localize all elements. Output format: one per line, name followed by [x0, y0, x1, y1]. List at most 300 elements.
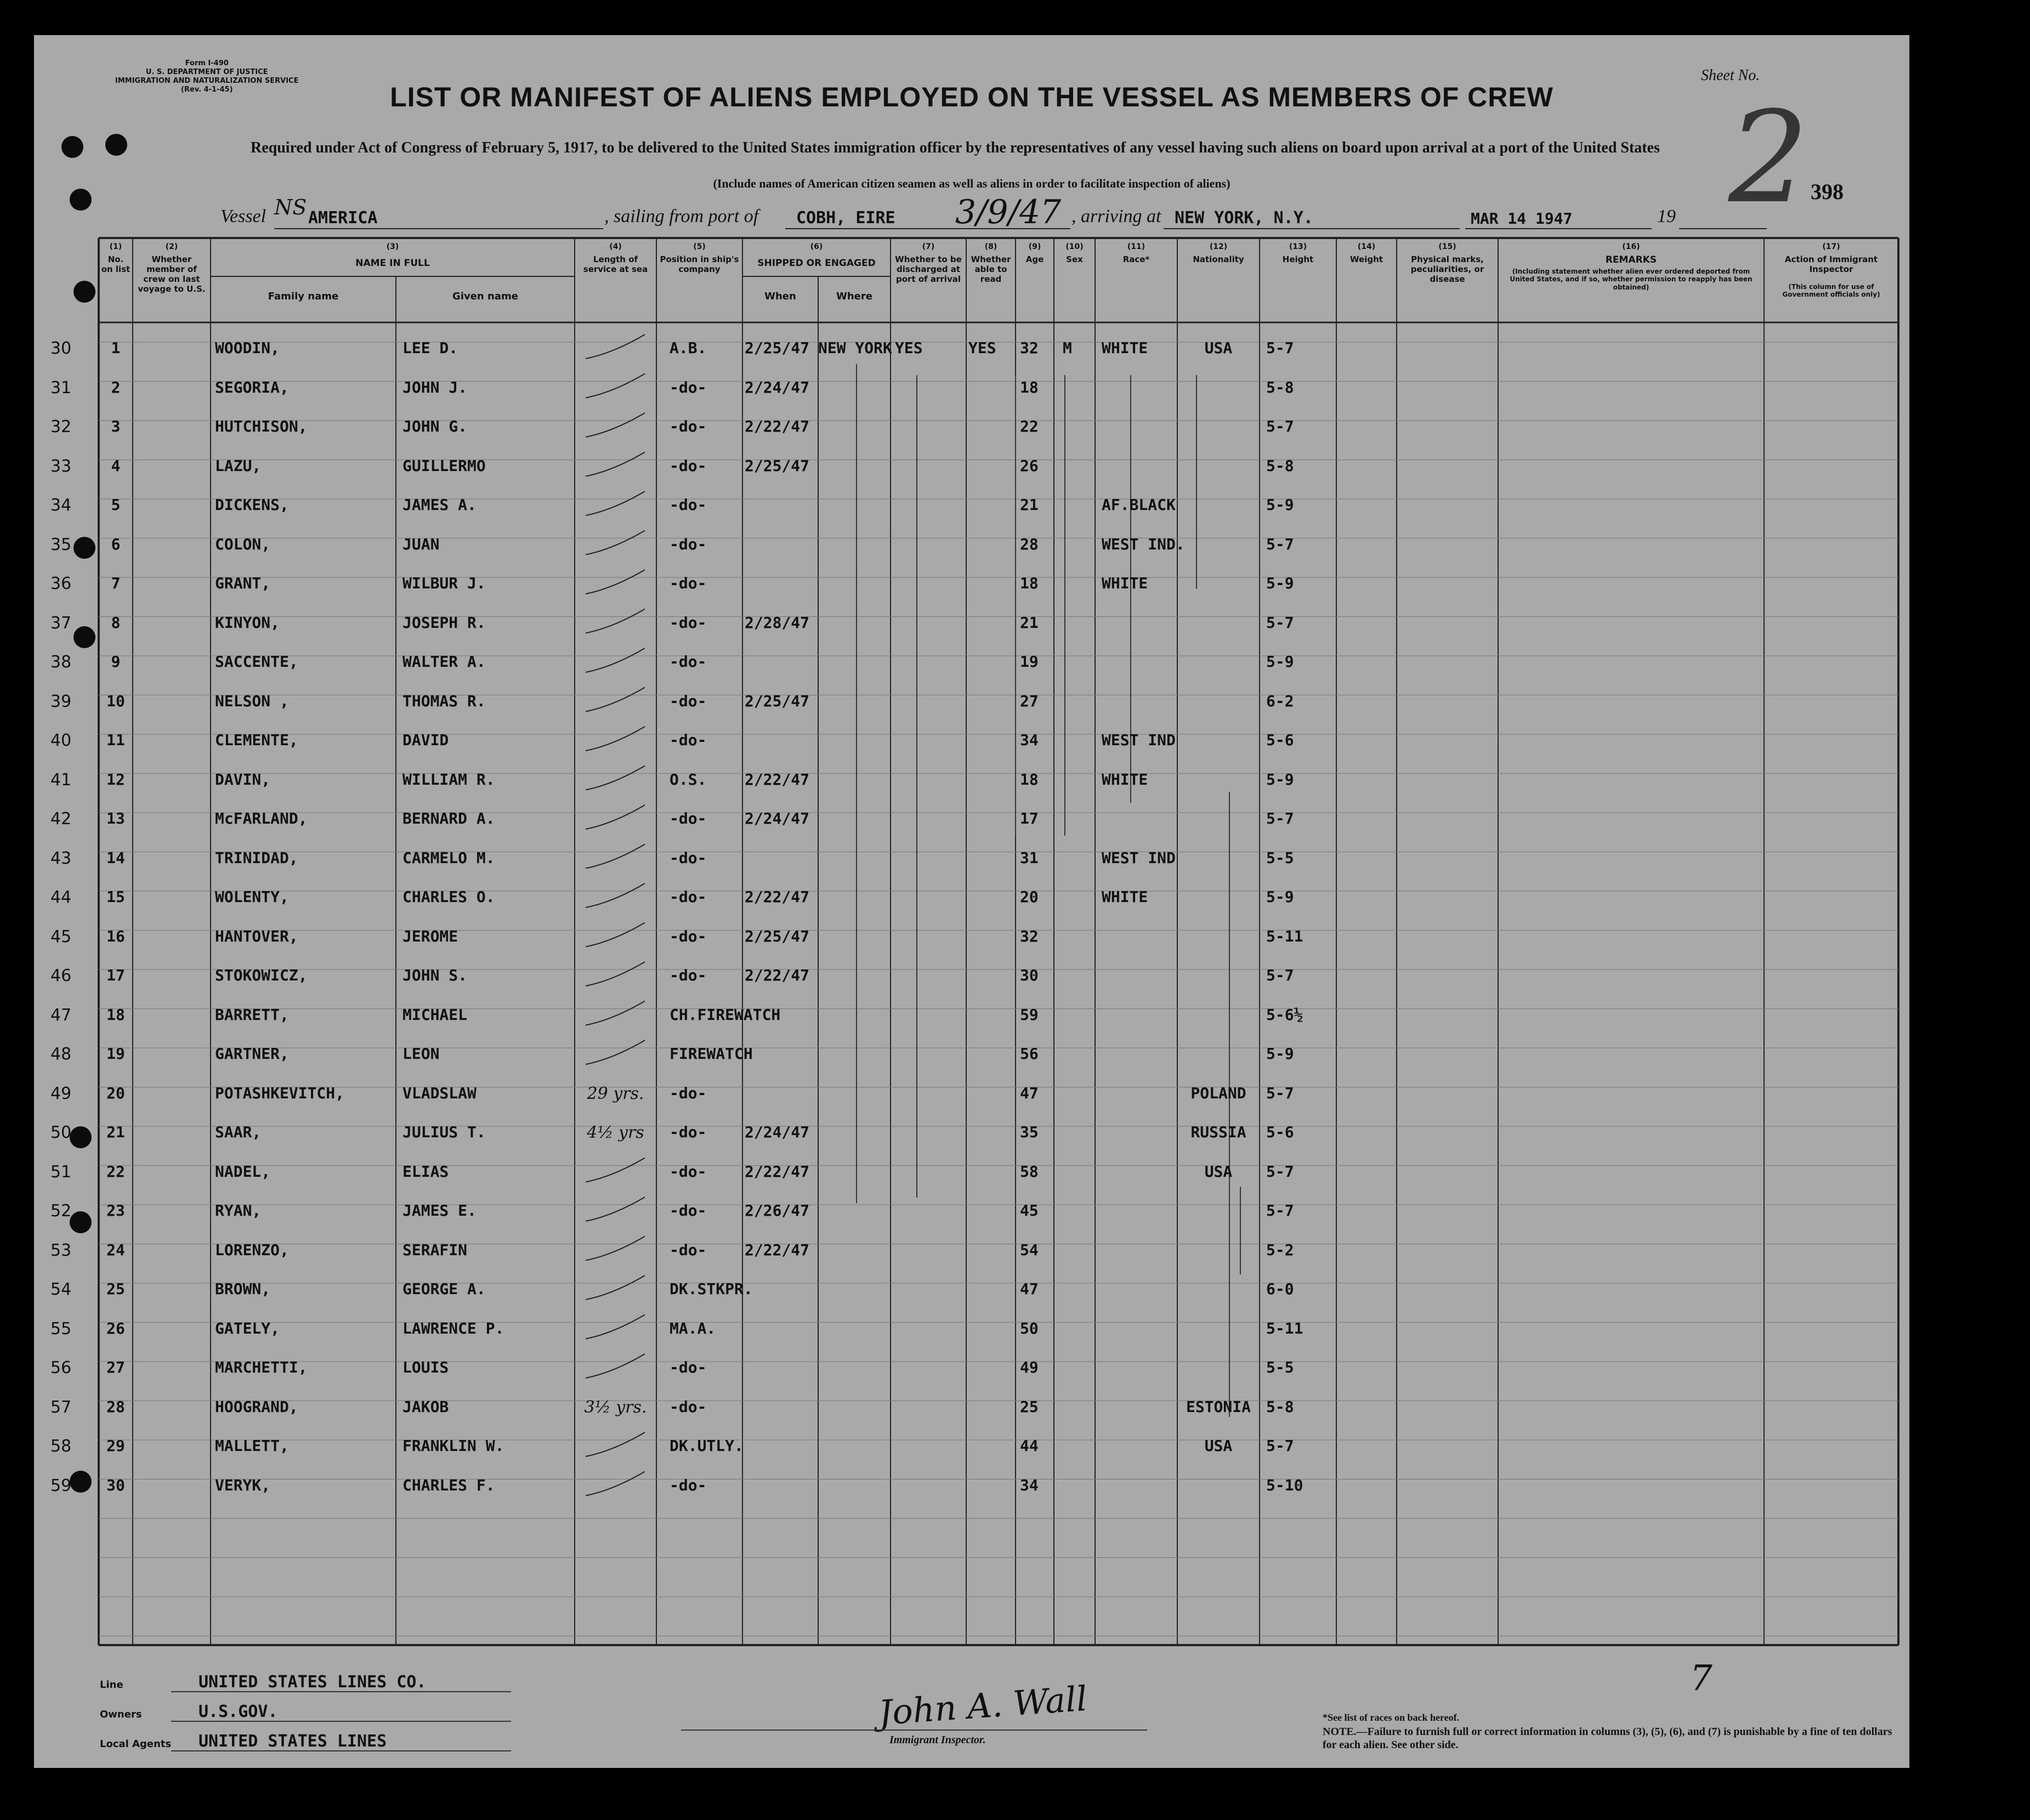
line-label: Line	[100, 1679, 123, 1691]
position: -do-	[670, 848, 707, 867]
shipped-when: 2/26/47	[745, 1201, 810, 1220]
service-length: 3½ yrs.	[584, 1397, 647, 1417]
manifest-sheet	[34, 35, 1909, 1768]
owners-label: Owners	[100, 1709, 142, 1720]
column-header: Race*	[1122, 254, 1150, 264]
position: DK.UTLY.	[670, 1437, 744, 1455]
height: 5-7	[1266, 1084, 1294, 1102]
row-no: 19	[106, 1045, 125, 1063]
family-name: NELSON ,	[215, 691, 289, 710]
race: WEST IND	[1102, 848, 1176, 867]
given-name: JOHN J.	[402, 378, 468, 396]
sheet-number-handwritten: 2	[1728, 85, 1809, 231]
shipped-when: 2/25/47	[745, 691, 810, 710]
position: -do-	[670, 1476, 707, 1494]
column-number: (7)	[922, 242, 935, 251]
row-no: 29	[106, 1437, 125, 1455]
column-number: (12)	[1209, 242, 1228, 251]
line-number: 46	[50, 966, 72, 985]
age: 22	[1020, 417, 1039, 435]
row-no: 4	[111, 456, 121, 475]
row-no: 17	[106, 966, 125, 984]
column-header: No. on list	[101, 254, 131, 274]
given-name: THOMAS R.	[402, 691, 486, 710]
race: WHITE	[1102, 888, 1148, 906]
row-no: 18	[106, 1005, 125, 1024]
family-name: HUTCHISON,	[215, 417, 308, 435]
line-number: 30	[50, 339, 72, 358]
height: 5-7	[1266, 613, 1294, 632]
age: 17	[1020, 809, 1039, 827]
line-number: 38	[50, 653, 72, 672]
height: 5-9	[1266, 574, 1294, 592]
family-name: MARCHETTI,	[215, 1358, 308, 1376]
race: WEST IND.	[1102, 535, 1185, 553]
given-name: SERAFIN	[402, 1240, 468, 1259]
subheader-when: When	[764, 291, 796, 302]
family-name: LAZU,	[215, 456, 262, 475]
column-number: (10)	[1065, 242, 1084, 251]
position: -do-	[670, 535, 707, 553]
family-name: WOLENTY,	[215, 888, 289, 906]
shipped-when: 2/25/47	[745, 456, 810, 475]
vessel-prefix: NS	[274, 195, 307, 219]
action-note: (This column for use of Government officials only)	[1782, 283, 1880, 299]
subheader-family-name: Family name	[268, 291, 339, 302]
nationality: USA	[1204, 339, 1233, 357]
given-name: BERNARD A.	[402, 809, 495, 827]
arriving-label: , arriving at	[1071, 206, 1161, 226]
row-no: 2	[111, 378, 121, 396]
remarks-note: (Including statement whether alien ever ordered deported from United States, and if so, whether permission to reapply has been obtained)	[1510, 268, 1753, 291]
given-name: LEON	[402, 1045, 440, 1063]
department-name: U. S. DEPARTMENT OF JUSTICE	[145, 68, 268, 76]
given-name: CHARLES O.	[402, 888, 495, 906]
age: 18	[1020, 770, 1039, 789]
column-header: SHIPPED OR ENGAGED	[757, 258, 876, 269]
vessel-label: Vessel	[220, 206, 266, 226]
row-no: 10	[106, 691, 125, 710]
family-name: McFARLAND,	[215, 809, 308, 827]
position: -do-	[670, 1162, 707, 1181]
service-length: 29 yrs.	[587, 1084, 644, 1103]
age: 50	[1020, 1319, 1039, 1337]
row-no: 16	[106, 927, 125, 945]
nationality: USA	[1204, 1437, 1233, 1455]
position: -do-	[670, 809, 707, 827]
family-name: LORENZO,	[215, 1240, 289, 1259]
position: MA.A.	[670, 1319, 716, 1337]
age: 34	[1020, 731, 1039, 749]
age: 31	[1020, 848, 1039, 867]
height: 5-7	[1266, 966, 1294, 984]
subheader-given-name: Given name	[452, 291, 518, 302]
height: 5-8	[1266, 1397, 1294, 1416]
given-name: JAMES E.	[402, 1201, 477, 1220]
family-name: SAAR,	[215, 1123, 262, 1141]
age: 54	[1020, 1240, 1039, 1259]
age: 18	[1020, 574, 1039, 592]
line-number: 33	[50, 456, 72, 476]
line-number: 37	[50, 613, 72, 633]
family-name: WOODIN,	[215, 339, 280, 357]
family-name: GRANT,	[215, 574, 271, 592]
height: 5-8	[1266, 456, 1294, 475]
column-number: (3)	[386, 242, 399, 251]
shipped-where: NEW YORK	[818, 339, 892, 357]
age: 30	[1020, 966, 1039, 984]
shipped-when: 2/24/47	[745, 378, 810, 396]
position: -do-	[670, 1397, 707, 1416]
column-header: Whether to be discharged at port of arrival	[895, 254, 962, 284]
inspector-label: Immigrant Inspector.	[889, 1734, 986, 1746]
position: -do-	[670, 1358, 707, 1376]
given-name: JEROME	[402, 927, 458, 945]
service-name: IMMIGRATION AND NATURALIZATION SERVICE	[115, 77, 299, 85]
age: 32	[1020, 927, 1039, 945]
include-instruction: (Include names of American citizen seamen as well as aliens in order to facilitate inspection of aliens)	[713, 177, 1231, 190]
family-name: SACCENTE,	[215, 653, 298, 671]
given-name: JOHN G.	[402, 417, 468, 435]
height: 5-7	[1266, 417, 1294, 435]
line-number: 39	[50, 691, 72, 711]
nationality: USA	[1204, 1162, 1233, 1181]
row-no: 26	[106, 1319, 125, 1337]
given-name: JAMES A.	[402, 496, 477, 514]
row-no: 20	[106, 1084, 125, 1102]
given-name: FRANKLIN W.	[402, 1437, 504, 1455]
nationality: ESTONIA	[1186, 1397, 1251, 1416]
given-name: LEE D.	[402, 339, 458, 357]
given-name: GEORGE A.	[402, 1280, 486, 1298]
age: 56	[1020, 1045, 1039, 1063]
row-no: 27	[106, 1358, 125, 1376]
height: 5-7	[1266, 809, 1294, 827]
family-name: BARRETT,	[215, 1005, 289, 1024]
given-name: JOHN S.	[402, 966, 468, 984]
family-name: HANTOVER,	[215, 927, 298, 945]
age: 21	[1020, 613, 1039, 632]
position: O.S.	[670, 770, 707, 789]
column-number: (15)	[1438, 242, 1456, 251]
penalty-note: NOTE.—Failure to furnish full or correct information in columns (3), (5), (6), and (7) is punishable by a fine of ten dollars for each alien. See other side.	[1323, 1726, 1892, 1751]
height: 5-7	[1266, 1201, 1294, 1220]
height: 5-6½	[1266, 1005, 1303, 1024]
row-no: 1	[111, 339, 121, 357]
row-no: 9	[111, 653, 121, 671]
race-footnote: *See list of races on back hereof.	[1323, 1712, 1460, 1723]
line-number: 53	[50, 1240, 72, 1260]
line-number: 57	[50, 1397, 72, 1417]
age: 18	[1020, 378, 1039, 396]
line-number: 47	[50, 1005, 72, 1025]
position: -do-	[670, 691, 707, 710]
shipped-when: 2/25/47	[745, 339, 810, 357]
given-name: VLADSLAW	[402, 1084, 477, 1102]
agents-value: UNITED STATES LINES	[199, 1732, 387, 1751]
race: AF.BLACK	[1102, 496, 1176, 514]
position: FIREWATCH	[670, 1045, 753, 1063]
age: 58	[1020, 1162, 1039, 1181]
shipped-when: 2/22/47	[745, 1240, 810, 1259]
line-number: 56	[50, 1358, 72, 1377]
height: 5-5	[1266, 1358, 1294, 1376]
column-number: (14)	[1357, 242, 1376, 251]
age: 28	[1020, 535, 1039, 553]
given-name: MICHAEL	[402, 1005, 468, 1024]
page-title: LIST OR MANIFEST OF ALIENS EMPLOYED ON THE VESSEL AS MEMBERS OF CREW	[390, 82, 1553, 112]
shipped-when: 2/28/47	[745, 613, 810, 632]
position: -do-	[670, 1201, 707, 1220]
given-name: JAKOB	[402, 1397, 449, 1416]
height: 5-9	[1266, 770, 1294, 789]
given-name: CARMELO M.	[402, 848, 495, 867]
shipped-when: 2/22/47	[745, 417, 810, 435]
family-name: MALLETT,	[215, 1437, 289, 1455]
row-no: 11	[106, 731, 125, 749]
row-no: 23	[106, 1201, 125, 1220]
height: 5-6	[1266, 1123, 1294, 1141]
family-name: DAVIN,	[215, 770, 271, 789]
family-name: KINYON,	[215, 613, 280, 632]
family-name: SEGORIA,	[215, 378, 289, 396]
age: 32	[1020, 339, 1039, 357]
position: -do-	[670, 574, 707, 592]
given-name: LAWRENCE P.	[402, 1319, 504, 1337]
year-label: 19	[1657, 206, 1676, 226]
family-name: TRINIDAD,	[215, 848, 298, 867]
service-length: 4½ yrs	[587, 1123, 644, 1142]
discharged: YES	[895, 339, 923, 357]
age: 35	[1020, 1123, 1039, 1141]
height: 5-11	[1266, 927, 1303, 945]
line-number: 31	[50, 378, 72, 398]
given-name: GUILLERMO	[402, 456, 486, 475]
age: 59	[1020, 1005, 1039, 1024]
column-number: (9)	[1028, 242, 1041, 251]
given-name: WALTER A.	[402, 653, 486, 671]
given-name: JOSEPH R.	[402, 613, 486, 632]
row-no: 21	[106, 1123, 125, 1141]
sheet-number: 398	[1811, 179, 1844, 204]
row-no: 28	[106, 1397, 125, 1416]
row-no: 8	[111, 613, 121, 632]
family-name: BROWN,	[215, 1280, 271, 1298]
race: WHITE	[1102, 770, 1148, 789]
shipped-when: 2/24/47	[745, 1123, 810, 1141]
corner-mark: 7	[1690, 1658, 1713, 1699]
line-number: 35	[50, 535, 72, 554]
line-number: 58	[50, 1437, 72, 1456]
act-statement: Required under Act of Congress of February 5, 1917, to be delivered to the United States immigration officer by the representatives of any vessel having such aliens on board upon arrival at a port of the United States	[251, 139, 1660, 156]
height: 5-9	[1266, 888, 1294, 906]
subheader-where: Where	[836, 291, 872, 302]
height: 5-7	[1266, 1437, 1294, 1455]
race: WHITE	[1102, 339, 1148, 357]
nationality: POLAND	[1190, 1084, 1246, 1102]
position: -do-	[670, 1240, 707, 1259]
line-number: 43	[50, 848, 72, 868]
race: WEST IND	[1102, 731, 1176, 749]
line-number: 44	[50, 888, 72, 907]
sex: M	[1063, 339, 1072, 357]
position: -do-	[670, 496, 707, 514]
height: 6-2	[1266, 691, 1294, 710]
vessel-name: AMERICA	[308, 208, 378, 228]
row-no: 13	[106, 809, 125, 827]
nationality: RUSSIA	[1190, 1123, 1246, 1141]
given-name: JULIUS T.	[402, 1123, 486, 1141]
row-no: 3	[111, 417, 121, 435]
height: 5-8	[1266, 378, 1294, 396]
height: 5-7	[1266, 1162, 1294, 1181]
line-number: 54	[50, 1280, 72, 1299]
column-header: REMARKS	[1605, 254, 1657, 265]
column-number: (16)	[1622, 242, 1640, 251]
position: -do-	[670, 1084, 707, 1102]
age: 27	[1020, 691, 1039, 710]
column-header: Height	[1282, 254, 1314, 264]
age: 19	[1020, 653, 1039, 671]
form-revision: (Rev. 4-1-45)	[180, 86, 233, 94]
row-no: 12	[106, 770, 125, 789]
height: 5-5	[1266, 848, 1294, 867]
position: -do-	[670, 888, 707, 906]
column-number: (17)	[1822, 242, 1840, 251]
line-number: 41	[50, 770, 72, 790]
owners-value: U.S.GOV.	[199, 1702, 278, 1721]
column-number: (1)	[109, 242, 122, 251]
height: 5-10	[1266, 1476, 1303, 1494]
age: 26	[1020, 456, 1039, 475]
row-no: 14	[106, 848, 125, 867]
position: A.B.	[670, 339, 707, 357]
position: -do-	[670, 966, 707, 984]
row-no: 15	[106, 888, 125, 906]
age: 47	[1020, 1084, 1039, 1102]
row-no: 22	[106, 1162, 125, 1181]
position: -do-	[670, 731, 707, 749]
column-header: NAME IN FULL	[355, 258, 430, 269]
form-number: Form I-490	[185, 59, 229, 67]
line-number: 52	[50, 1201, 72, 1221]
position: -do-	[670, 653, 707, 671]
race: WHITE	[1102, 574, 1148, 592]
given-name: ELIAS	[402, 1162, 449, 1181]
position: -do-	[670, 1123, 707, 1141]
position: -do-	[670, 456, 707, 475]
column-header: Whether able to read	[971, 254, 1011, 284]
line-number: 48	[50, 1045, 72, 1064]
age: 45	[1020, 1201, 1039, 1220]
agents-label: Local Agents	[100, 1738, 172, 1750]
line-value: UNITED STATES LINES CO.	[199, 1672, 427, 1692]
line-number: 59	[50, 1476, 72, 1495]
column-header: Length of service at sea	[583, 254, 648, 274]
family-name: STOKOWICZ,	[215, 966, 308, 984]
position: DK.STKPR.	[670, 1280, 753, 1298]
height: 5-9	[1266, 1045, 1294, 1063]
row-no: 6	[111, 535, 121, 553]
height: 5-11	[1266, 1319, 1303, 1337]
shipped-when: 2/22/47	[745, 770, 810, 789]
arrival-port: NEW YORK, N.Y.	[1175, 208, 1313, 228]
age: 49	[1020, 1358, 1039, 1376]
family-name: DICKENS,	[215, 496, 289, 514]
position: CH.FIREWATCH	[670, 1005, 781, 1024]
departure-port: COBH, EIRE	[796, 208, 895, 228]
family-name: COLON,	[215, 535, 271, 553]
height: 5-7	[1266, 535, 1294, 553]
height: 5-9	[1266, 496, 1294, 514]
age: 47	[1020, 1280, 1039, 1298]
line-number: 49	[50, 1084, 72, 1103]
line-number: 55	[50, 1319, 72, 1339]
column-number: (8)	[984, 242, 997, 251]
shipped-when: 2/22/47	[745, 1162, 810, 1181]
age: 34	[1020, 1476, 1039, 1494]
column-number: (4)	[609, 242, 622, 251]
line-number: 50	[50, 1123, 72, 1142]
line-number: 40	[50, 731, 72, 750]
column-header: Sex	[1066, 254, 1083, 264]
family-name: RYAN,	[215, 1201, 262, 1220]
column-header: Weight	[1350, 254, 1383, 264]
column-number: (5)	[693, 242, 706, 251]
row-no: 25	[106, 1280, 125, 1298]
line-number: 45	[50, 927, 72, 946]
able-to-read: YES	[968, 339, 996, 357]
line-number: 32	[50, 417, 72, 436]
line-number: 42	[50, 809, 72, 829]
sailing-label: , sailing from port of	[604, 206, 759, 226]
position: -do-	[670, 613, 707, 632]
shipped-when: 2/24/47	[745, 809, 810, 827]
family-name: HOOGRAND,	[215, 1397, 298, 1416]
row-no: 24	[106, 1240, 125, 1259]
height: 5-2	[1266, 1240, 1294, 1259]
age: 20	[1020, 888, 1039, 906]
given-name: CHARLES F.	[402, 1476, 495, 1494]
age: 21	[1020, 496, 1039, 514]
shipped-when: 2/22/47	[745, 966, 810, 984]
family-name: POTASHKEVITCH,	[215, 1084, 345, 1102]
sheet-no-label: Sheet No.	[1701, 67, 1760, 84]
position: -do-	[670, 927, 707, 945]
column-number: (2)	[165, 242, 178, 251]
row-no: 7	[111, 574, 121, 592]
given-name: WILLIAM R.	[402, 770, 495, 789]
height: 5-9	[1266, 653, 1294, 671]
column-header: Action of Immigrant Inspector	[1784, 254, 1878, 274]
inspector-signature: John A. Wall	[877, 1678, 1088, 1733]
given-name: LOUIS	[402, 1358, 449, 1376]
family-name: GATELY,	[215, 1319, 280, 1337]
row-no: 30	[106, 1476, 125, 1494]
age: 25	[1020, 1397, 1039, 1416]
column-header: Position in ship's company	[660, 254, 739, 274]
position: -do-	[670, 417, 707, 435]
height: 5-7	[1266, 339, 1294, 357]
given-name: WILBUR J.	[402, 574, 486, 592]
family-name: VERYK,	[215, 1476, 271, 1494]
line-number: 51	[50, 1162, 72, 1182]
shipped-when: 2/22/47	[745, 888, 810, 906]
column-header: Age	[1025, 254, 1044, 264]
column-number: (6)	[810, 242, 823, 251]
column-number: (11)	[1127, 242, 1146, 251]
column-number: (13)	[1289, 242, 1307, 251]
